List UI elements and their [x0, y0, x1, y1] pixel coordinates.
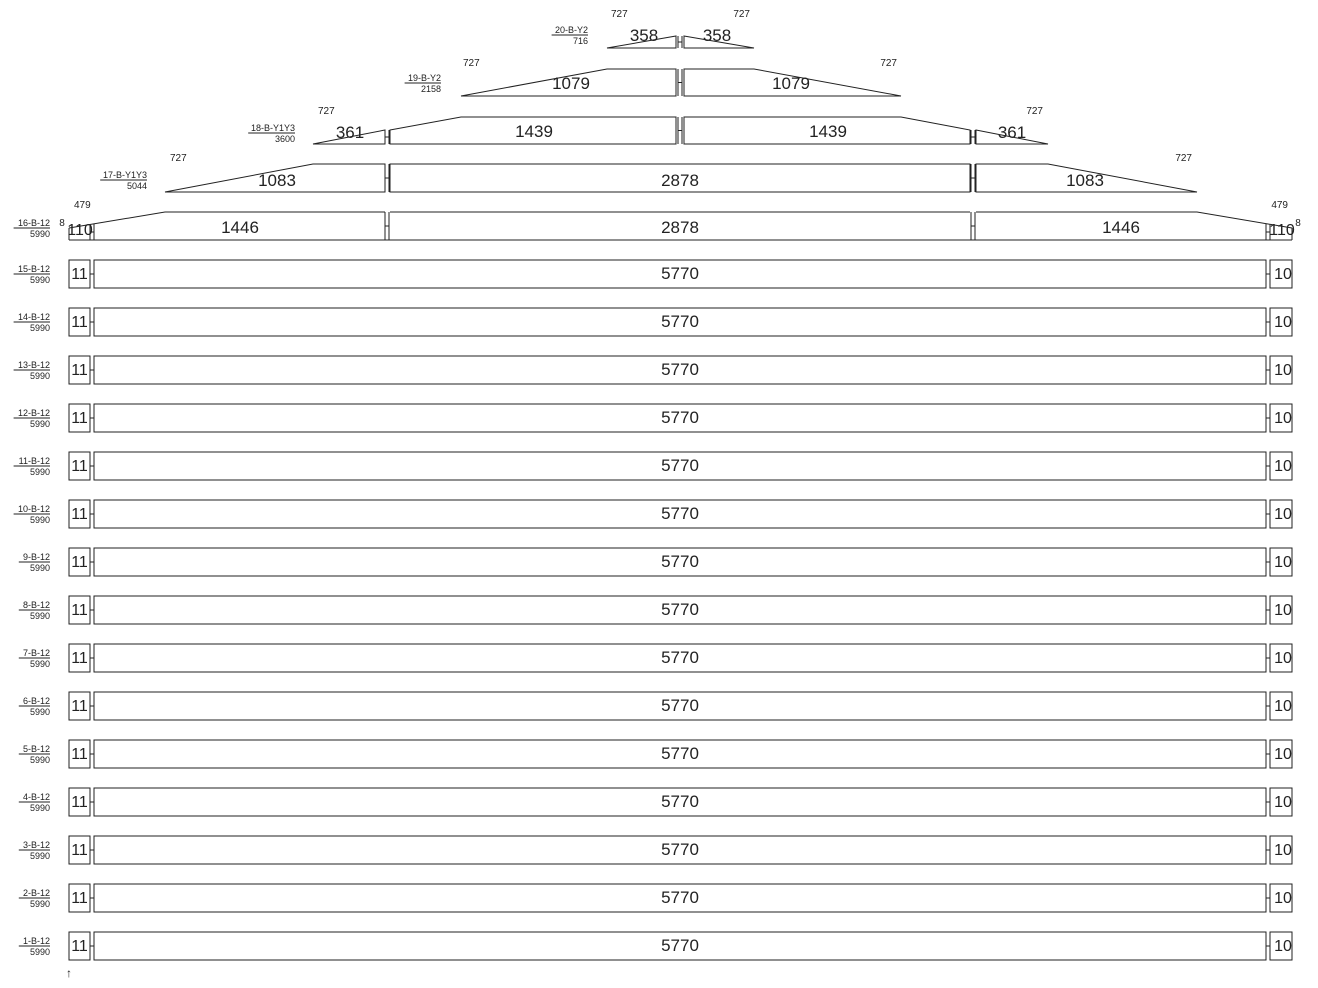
row-total: 5990	[29, 229, 50, 239]
side-mark: 8	[1295, 218, 1301, 229]
left-end-value: 11	[71, 794, 88, 811]
right-end-value: 10	[1274, 362, 1292, 379]
right-end-value: 10	[1274, 458, 1292, 475]
row-total: 5990	[29, 371, 50, 381]
left-end-value: 11	[71, 266, 88, 283]
panel-value: 361	[335, 123, 365, 142]
offset-label: 727	[611, 9, 628, 20]
middle-value: 5770	[661, 600, 699, 619]
middle-value: 5770	[661, 408, 699, 427]
middle-value: 5770	[661, 648, 699, 667]
offset-label: 727	[463, 58, 480, 69]
panel-value: 1079	[552, 74, 590, 93]
row-label: 9-B-12	[22, 552, 50, 562]
panel-value: 1446	[221, 218, 259, 237]
right-end-value: 10	[1274, 842, 1292, 859]
left-end-value: 11	[71, 506, 88, 523]
row-total: 716	[572, 36, 588, 46]
row-label: 18-B-Y1Y3	[250, 123, 295, 133]
right-end-value: 10	[1274, 506, 1292, 523]
right-end-value: 10	[1274, 602, 1292, 619]
left-end-value: 11	[71, 842, 88, 859]
middle-value: 5770	[661, 792, 699, 811]
left-end-value: 11	[71, 554, 88, 571]
left-end-value: 11	[71, 410, 88, 427]
row-total: 5990	[29, 515, 50, 525]
middle-value: 5770	[661, 888, 699, 907]
row-total: 5044	[126, 181, 147, 191]
row-total: 5990	[29, 467, 50, 477]
panel-value: 358	[629, 26, 659, 45]
panel-value: 1439	[515, 122, 553, 141]
row-label: 7-B-12	[22, 648, 50, 658]
right-end-value: 10	[1274, 266, 1292, 283]
middle-value: 5770	[661, 504, 699, 523]
panel-value: 358	[702, 26, 732, 45]
row-total: 2158	[420, 84, 441, 94]
row-label: 6-B-12	[22, 696, 50, 706]
row-total: 5990	[29, 899, 50, 909]
row-label: 8-B-12	[22, 600, 50, 610]
left-end-value: 11	[71, 650, 88, 667]
panel-value: 110	[67, 222, 93, 239]
side-mark: 8	[59, 218, 65, 229]
row-label: 14-B-12	[17, 312, 50, 322]
row-label: 4-B-12	[22, 792, 50, 802]
row-total: 5990	[29, 323, 50, 333]
offset-label: 727	[318, 106, 335, 117]
right-end-value: 10	[1274, 890, 1292, 907]
offset-label: 727	[880, 58, 897, 69]
left-end-value: 11	[71, 890, 88, 907]
left-end-value: 11	[71, 698, 88, 715]
right-end-value: 10	[1274, 410, 1292, 427]
row-label: 11-B-12	[18, 456, 50, 466]
left-end-value: 11	[71, 938, 88, 955]
row-total: 5990	[29, 947, 50, 957]
middle-value: 5770	[661, 552, 699, 571]
left-end-value: 11	[71, 362, 88, 379]
panel-value: 1079	[772, 74, 810, 93]
offset-label: 727	[1175, 153, 1192, 164]
row-total: 5990	[29, 755, 50, 765]
panel-value: 361	[997, 123, 1027, 142]
offset-label: 727	[1026, 106, 1043, 117]
row-total: 5990	[29, 851, 50, 861]
row-total: 5990	[29, 563, 50, 573]
offset-label: 727	[170, 153, 187, 164]
row-total: 5990	[29, 659, 50, 669]
left-end-value: 11	[71, 314, 88, 331]
row-total: 5990	[29, 419, 50, 429]
row-label: 20-B-Y2	[554, 25, 588, 35]
start-arrow-icon: ↑	[66, 966, 72, 980]
right-end-value: 10	[1274, 650, 1292, 667]
row-label: 10-B-12	[17, 504, 50, 514]
row-label: 17-B-Y1Y3	[102, 170, 147, 180]
middle-value: 5770	[661, 840, 699, 859]
right-end-value: 10	[1274, 746, 1292, 763]
row-label: 1-B-12	[22, 936, 50, 946]
row-total: 5990	[29, 707, 50, 717]
left-end-value: 11	[71, 746, 88, 763]
middle-value: 5770	[661, 696, 699, 715]
right-end-value: 10	[1274, 698, 1292, 715]
row-label: 5-B-12	[22, 744, 50, 754]
row-label: 2-B-12	[22, 888, 50, 898]
row-label: 3-B-12	[22, 840, 50, 850]
left-end-value: 11	[71, 602, 88, 619]
right-end-value: 10	[1274, 554, 1292, 571]
row-label: 15-B-12	[17, 264, 50, 274]
right-end-value: 10	[1274, 938, 1292, 955]
panel-value: 2878	[661, 218, 699, 237]
row-total: 5990	[29, 803, 50, 813]
right-end-value: 10	[1274, 314, 1292, 331]
panel-value: 1439	[809, 122, 847, 141]
offset-label: 727	[733, 9, 750, 20]
middle-value: 5770	[661, 264, 699, 283]
middle-value: 5770	[661, 312, 699, 331]
panel-value: 2878	[661, 171, 699, 190]
row-label: 19-B-Y2	[407, 73, 441, 83]
row-total: 5990	[29, 611, 50, 621]
panel-value: 110	[1269, 222, 1295, 239]
middle-value: 5770	[661, 456, 699, 475]
panel-value: 1083	[258, 171, 296, 190]
middle-value: 5770	[661, 360, 699, 379]
panel-value: 1083	[1066, 171, 1104, 190]
left-end-value: 11	[71, 458, 88, 475]
row-label: 13-B-12	[17, 360, 50, 370]
offset-label: 479	[1271, 200, 1288, 211]
middle-value: 5770	[661, 744, 699, 763]
row-total: 3600	[274, 134, 295, 144]
row-total: 5990	[29, 275, 50, 285]
panel-value: 1446	[1102, 218, 1140, 237]
row-label: 12-B-12	[17, 408, 50, 418]
middle-value: 5770	[661, 936, 699, 955]
right-end-value: 10	[1274, 794, 1292, 811]
offset-label: 479	[74, 200, 91, 211]
row-label: 16-B-12	[17, 218, 50, 228]
